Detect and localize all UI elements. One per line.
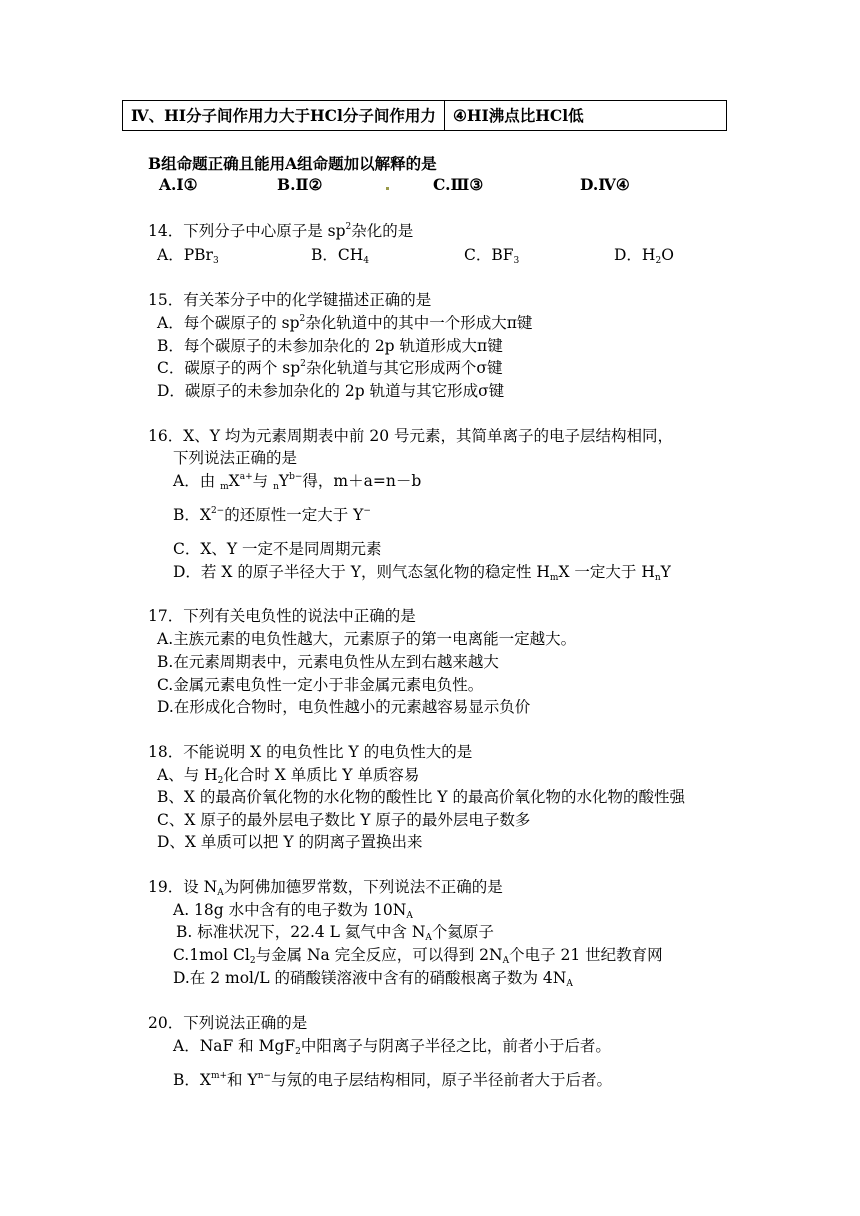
q13-option-b: B.Ⅱ② [277,175,323,194]
q15-option-a: A．每个碳原子的 $sp^2$杂化轨道中的其中一个形成大π键 [157,314,533,332]
q16-option-a: A．由 $_mX^{a+}$与 $_nY^{b-}$得，m＋a=n－b [173,472,422,492]
q16-stem-line1: 16．X、Y 均为元素周期表中前 20 号元素，其简单离子的电子层结构相同， [148,427,673,445]
q18-option-b: B、X 的最高价氧化物的水化物的酸性比 Y 的最高价氧化物的水化物的酸性强 [157,788,685,806]
q13-stem: B组命题正确且能用A组命题加以解释的是 [148,154,437,173]
q15-option-c: C．碳原子的两个 $sp^2$杂化轨道与其它形成两个σ键 [157,359,503,377]
q17-option-c: C.金属元素电负性一定小于非金属元素电负性。 [157,676,484,694]
q19-stem: 19．设 $N_A$为阿佛加德罗常数，下列说法不正确的是 [148,878,503,898]
q20-stem: 20．下列说法正确的是 [148,1014,308,1032]
table-row [123,101,727,131]
q17-option-d: D.在形成化合物时，电负性越小的元素越容易显示负价 [157,698,531,716]
q15-option-d: D．碳原子的未参加杂化的 2p 轨道与其它形成σ键 [157,382,505,400]
stray-dot-mark [386,187,389,190]
q13-option-c: C.Ⅲ③ [433,175,484,194]
q18-option-a: A、与 $H_2$化合时 X 单质比 Y 单质容易 [157,766,420,786]
q13-option-d: D.Ⅳ④ [580,175,630,194]
q19-option-a: A. 18g 水中含有的电子数为 $10N_A$ [173,901,413,921]
table-cell-statement-4: ④HI沸点比HCl低 [445,101,727,131]
q16-option-c: C．X、Y 一定不是同周期元素 [173,540,382,558]
q18-option-d: D、X 单质可以把 Y 的阴离子置换出来 [157,833,423,851]
q19-option-d: D.在 2 mol/L 的硝酸镁溶液中含有的硝酸根离子数为 $4N_A$ [173,969,573,989]
q20-option-b: B．$X^{m+}$和 $Y^{n-}$与氖的电子层结构相同，原子半径前者大于后者。 [173,1071,613,1089]
q13-option-a: A.Ⅰ① [159,175,198,194]
q20-option-a: A．NaF 和 MgF$_2$中阳离子与阴离子半径之比，前者小于后者。 [173,1037,611,1057]
q15-option-b: B．每个碳原子的未参加杂化的 2p 轨道形成大π键 [157,337,503,355]
q14-option-c: C．$BF_3$ [464,246,520,266]
q15-stem: 15．有关苯分子中的化学键描述正确的是 [148,291,432,309]
q17-stem: 17．下列有关电负性的说法中正确的是 [148,607,416,625]
table-cell-statement-iv: Ⅳ、HI分子间作用力大于HCl分子间作用力 [123,101,445,131]
comparison-table [122,100,727,131]
q16-option-b: B．$X^{2-}$的还原性一定大于 Y− [173,506,371,524]
q14-option-d: D．$H_2O$ [614,246,674,266]
q14-stem: 14．下列分子中心原子是 $sp^2$杂化的是 [148,222,414,240]
q19-option-c: C.1mol $Cl_2$与金属 Na 完全反应，可以得到 $2N_A$个电子 21 世纪教育网 [173,946,663,966]
q14-option-a: A．PBr$_3$ [157,246,219,266]
q19-option-b: B. 标准状况下，22.4 L 氦气中含 $N_A$个氦原子 [176,923,494,943]
q17-option-b: B.在元素周期表中，元素电负性从左到右越来越大 [157,653,499,671]
q16-stem-line2: 下列说法正确的是 [173,449,298,467]
q14-option-b: B．$CH_4$ [311,246,370,266]
q17-option-a: A.主族元素的电负性越大，元素原子的第一电离能一定越大。 [157,630,577,648]
q18-option-c: C、X 原子的最外层电子数比 Y 原子的最外层电子数多 [157,811,531,829]
q16-option-d: D．若 X 的原子半径大于 Y，则气态氢化物的稳定性 $H_mX$ 一定大于 $H_nY$ [173,563,671,583]
q18-stem: 18．不能说明 X 的电负性比 Y 的电负性大的是 [148,743,473,761]
